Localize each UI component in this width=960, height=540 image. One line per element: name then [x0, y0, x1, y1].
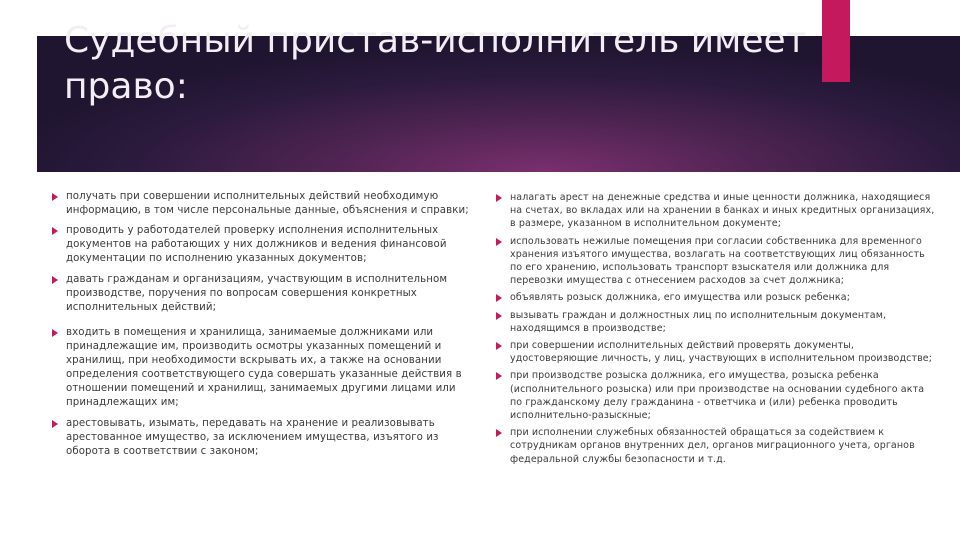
- left-column: [52, 190, 480, 459]
- bullet-arrow-icon: [496, 294, 502, 302]
- list-item: [496, 191, 936, 231]
- list-item: [496, 426, 936, 466]
- list-item: [52, 273, 480, 315]
- list-item: [496, 369, 936, 422]
- list-item: [496, 339, 936, 365]
- list-item: [496, 309, 936, 335]
- slide-title: Судебный пристав-исполнитель имеет право:: [64, 20, 807, 107]
- item-text: при исполнении служебных обязанностей обращаться за содействием к сотрудникам органов внутренних дел, органов миграционного учета, органов федеральной службы безопасности и т.д.: [510, 427, 915, 465]
- bullet-arrow-icon: [52, 420, 58, 428]
- bullet-arrow-icon: [496, 238, 502, 246]
- item-text: входить в помещения и хранилища, занимаемые должниками или принадлежащие им, производить осмотры указанных помещений и хранилищ, при необходимости вскрывать их, а также на основании определения соответствующего суда совершать указанные действия в отношении помещений и хранилищ, занимаемых другими лицами или принадлежащих им;: [66, 327, 462, 408]
- list-item: [52, 417, 480, 459]
- bullet-arrow-icon: [52, 329, 58, 337]
- bullet-arrow-icon: [496, 429, 502, 437]
- list-item: [496, 235, 936, 288]
- item-text: проводить у работодателей проверку исполнения исполнительных документов на работающих у них должников и ведения финансовой документации по исполнению указанных документов;: [66, 225, 447, 264]
- list-item: [496, 291, 936, 304]
- item-text: объявлять розыск должника, его имущества или розыск ребенка;: [510, 292, 850, 304]
- item-text: использовать нежилые помещения при согласии собственника для временного хранения изъятого имущества, возлагать на соответствующих лиц обязанность по его хранению, использовать транспорт взыскателя или должника для перевозки имущества с отнесением расходов за счет должника;: [510, 235, 925, 287]
- item-text: при производстве розыска должника, его имущества, розыска ребенка (исполнительного розыска) или при производстве на основании судебного акта по гражданскому делу гражданина - ответчика и (или) ребенка проводить исполнительно-разыскные;: [510, 370, 925, 422]
- list-item: [52, 224, 480, 266]
- bullet-arrow-icon: [52, 227, 58, 235]
- right-column: [496, 191, 936, 470]
- bullet-arrow-icon: [496, 194, 502, 202]
- item-text: при совершении исполнительных действий проверять документы, удостоверяющие личность, у лиц, участвующих в исполнительном производстве;: [510, 340, 933, 365]
- bullet-arrow-icon: [496, 342, 502, 350]
- item-text: налагать арест на денежные средства и иные ценности должника, находящиеся на счетах, во вкладах или на хранении в банках и иных кредитных организациях, в размере, указанном в исполнительном документе;: [510, 192, 935, 230]
- list-item: [52, 326, 480, 410]
- bullet-arrow-icon: [52, 276, 58, 284]
- list-item: [52, 190, 480, 218]
- item-text: давать гражданам и организациям, участвующим в исполнительном производстве, поручения по вопросам совершения конкретных исполнительных действий;: [66, 274, 448, 313]
- item-text: арестовывать, изымать, передавать на хранение и реализовывать арестованное имущество, за исключением имущества, изъятого из оборота в соответствии с законом;: [66, 418, 439, 457]
- bullet-arrow-icon: [52, 193, 58, 201]
- bullet-arrow-icon: [496, 312, 502, 320]
- item-text: вызывать граждан и должностных лиц по исполнительным документам, находящимся в производстве;: [510, 309, 887, 334]
- item-text: получать при совершении исполнительных действий необходимую информацию, в том числе персональные данные, объяснения и справки;: [66, 191, 469, 216]
- accent-bar: [822, 0, 850, 82]
- bullet-arrow-icon: [496, 372, 502, 380]
